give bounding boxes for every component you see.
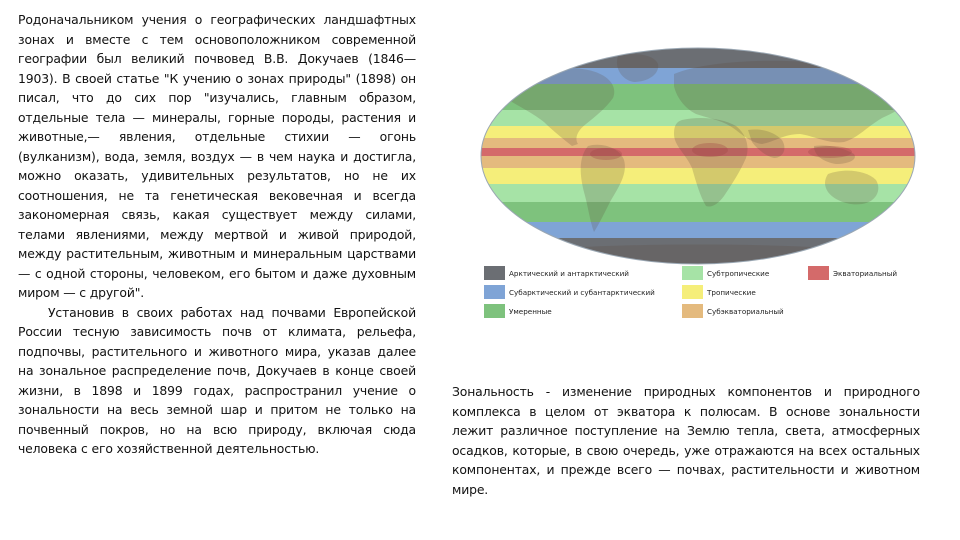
equatorial-amazon [590,148,622,160]
legend-label-temperate: Умеренные [509,306,552,316]
legend-label-arctic: Арктический и антарктический [509,268,629,278]
band-arctic-north [478,46,918,68]
legend-swatch-equatorial [808,266,829,280]
legend-item-arctic [484,266,629,280]
equatorial-congo [692,143,728,157]
left-text-column [18,10,416,459]
world-map-svg [478,46,918,266]
legend-item-equatorial [808,266,897,280]
legend-label-subtropical: Субтропические [707,268,770,278]
legend-swatch-subarctic [484,285,505,299]
legend-swatch-arctic [484,266,505,280]
legend-label-equatorial: Экваториальный [833,268,898,278]
paragraph-dokuchaev-intro: Родоначальником учения о географических ландшафтных зонах и вместе с тем основоположником современной географии был великий почвовед В.В. Докучаев (1846—1903). В своей статье "К учению о зонах природы" (1898) он писал, что до сих пор "изучались, главным образом, отдельные тела — минералы, горные породы, растения и животные,— явления, отдельные стихии — огонь (вулканизм), вода, земля, воздух — в чем наука и достигла, можно оказать, удивительных результатов, но не их соотношения, не та генетическая вековечная и всегда закономерная связь, какая существует между силами, телами явлениями, между мертвой и живой природой, между растительным, животным и минеральным царствами — с одной стороны, человеком, его бытом и даже духовным миром — с другой". [18,12,416,300]
band-subantarctic-south [478,222,918,238]
legend-swatch-tropical [682,285,703,299]
zone-bands [478,46,918,266]
legend-item-subequatorial [682,304,784,318]
legend-swatch-subtropical [682,266,703,280]
legend-swatch-subequatorial [682,304,703,318]
legend-swatch-temperate [484,304,505,318]
climate-legend [484,266,924,318]
legend-label-subequatorial: Субэкваториальный [707,306,784,316]
right-text-block [452,382,920,499]
climate-zones-map [478,46,918,266]
equatorial-indonesia [808,146,852,158]
paragraph-dokuchaev-soils: Установив в своих работах над почвами Европейской России тесную зависимость почв от климата, рельефа, подпочвы, растительного и животного мира, указав далее на зональное распределение почв, Докучаев в конце своей жизни, в 1898 и 1899 годах, распространил учение о зональности на весь земной шар и притом не только на почвенный покров, но на всю природу, включая сюда человека с его хозяйственной деятельностью. [18,304,416,456]
legend-label-tropical: Тропические [707,287,756,297]
legend-item-temperate [484,304,552,318]
paragraph-zonality-definition: Зональность - изменение природных компонентов и природного комплекса в целом от экватора к полюсам. В основе зональности лежит различное поступление на Землю тепла, света, атмосферных осадков, которые, в свою очередь, уже отражаются на всех остальных компонентах, и прежде всего — почвах, растительности и животном мире. [452,384,920,497]
continent-antarctica [518,245,878,267]
legend-label-subarctic: Субарктический и субантарктический [509,287,655,297]
band-temperate-south [478,202,918,222]
legend-item-subarctic [484,285,655,299]
legend-item-tropical [682,285,756,299]
legend-item-subtropical [682,266,769,280]
